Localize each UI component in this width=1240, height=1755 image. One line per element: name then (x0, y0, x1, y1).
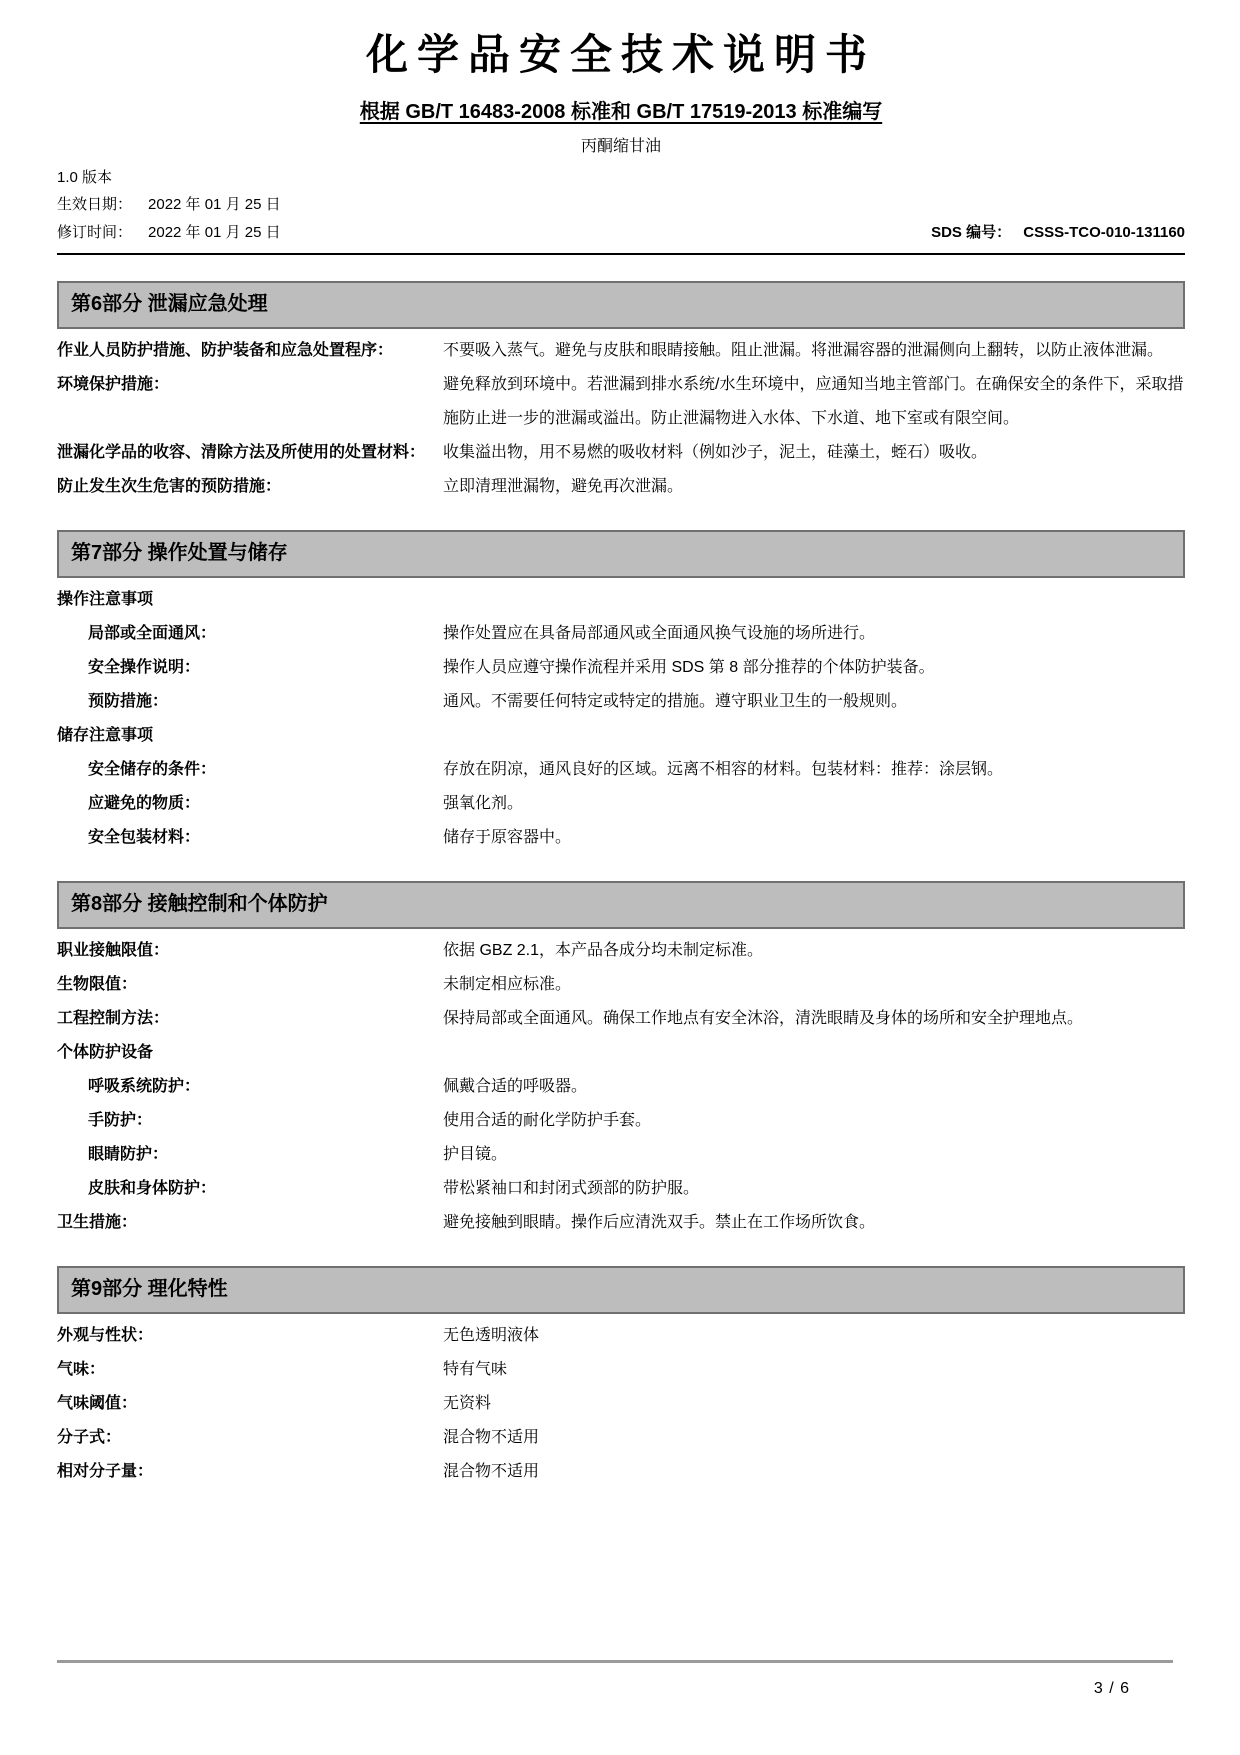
row-value: 避免接触到眼睛。操作后应清洗双手。禁止在工作场所饮食。 (443, 1213, 876, 1231)
row-value: 未制定相应标准。 (443, 975, 572, 993)
row-value: 无色透明液体 (443, 1326, 540, 1344)
section-7-header: 第7部分 操作处置与储存 (57, 530, 1185, 578)
row-label: 皮肤和身体防护： (88, 1179, 217, 1197)
row-label: 外观与性状： (57, 1326, 154, 1344)
row-label: 工程控制方法： (57, 1009, 170, 1027)
table-row (57, 1104, 1185, 1138)
section-8-header: 第8部分 接触控制和个体防护 (57, 881, 1185, 929)
row-value: 储存于原容器中。 (443, 828, 572, 846)
document-subtitle (57, 95, 1185, 124)
row-label: 呼吸系统防护： (88, 1077, 201, 1095)
table-row (57, 1138, 1185, 1172)
row-label: 分子式： (57, 1428, 122, 1446)
table-row (57, 470, 1185, 504)
row-label: 相对分子量： (57, 1462, 154, 1480)
sds-number-value: CSSS-TCO-010-131160 (1023, 224, 1185, 242)
row-value: 带松紧袖口和封闭式颈部的防护服。 (443, 1179, 700, 1197)
row-label: 安全操作说明： (88, 658, 201, 676)
row-value: 依据 GBZ 2.1，本产品各成分均未制定标准。 (443, 941, 764, 959)
product-name: 丙酮缩甘油 (580, 137, 661, 155)
row-label: 安全储存的条件： (88, 760, 217, 778)
section-6-spill-response (57, 281, 1185, 504)
table-row (57, 651, 1185, 685)
table-row (57, 617, 1185, 651)
row-label: 职业接触限值： (57, 941, 170, 959)
effective-date-label: 生效日期： (57, 196, 133, 214)
section-9-body (57, 1314, 1185, 1489)
revision-date-row (57, 219, 1185, 247)
effective-date-row (57, 191, 1185, 219)
table-row (57, 1206, 1185, 1240)
row-label: 局部或全面通风： (88, 624, 217, 642)
standards-reference: 根据 GB/T 16483-2008 标准和 GB/T 17519-2013 标准编写 (359, 100, 883, 123)
table-row (57, 1319, 1185, 1353)
table-row (57, 436, 1185, 470)
row-value: 混合物不适用 (443, 1462, 540, 1480)
row-label: 气味： (57, 1360, 106, 1378)
table-row (57, 1002, 1185, 1036)
table-row (57, 334, 1185, 368)
section-7-handling-storage (57, 530, 1185, 855)
row-label: 生物限值： (57, 975, 138, 993)
row-label: 防止发生次生危害的预防措施： (57, 477, 282, 495)
version-row (57, 164, 1185, 192)
row-label: 应避免的物质： (88, 794, 201, 812)
header-divider (57, 253, 1185, 255)
section-8-exposure-protection (57, 881, 1185, 1240)
table-row (57, 685, 1185, 719)
row-value: 强氧化剂。 (443, 794, 524, 812)
section-7-body (57, 578, 1185, 855)
table-row (57, 1353, 1185, 1387)
sds-number-group (931, 219, 1185, 247)
effective-date-value: 2022 年 01 月 25 日 (148, 196, 281, 214)
row-label: 预防措施： (88, 692, 169, 710)
table-row (57, 934, 1185, 968)
table-row (57, 821, 1185, 855)
row-value: 无资料 (443, 1394, 492, 1412)
table-row (57, 368, 1185, 436)
row-value: 通风。不需要任何特定或特定的措施。遵守职业卫生的一般规则。 (443, 692, 908, 710)
subheading: 个体防护设备 (57, 1043, 154, 1061)
row-value: 操作人员应遵守操作流程并采用 SDS 第 8 部分推荐的个体防护装备。 (443, 658, 935, 676)
document-title: 化学品安全技术说明书 (365, 31, 876, 78)
revision-date-group (57, 219, 281, 247)
row-label: 气味阈值： (57, 1394, 138, 1412)
row-value: 操作处置应在具备局部通风或全面通风换气设施的场所进行。 (443, 624, 876, 642)
subheading: 操作注意事项 (57, 590, 154, 608)
row-label: 环境保护措施： (57, 375, 170, 393)
document-meta (57, 164, 1185, 247)
table-row (57, 753, 1185, 787)
row-value: 存放在阴凉，通风良好的区域。远离不相容的材料。包装材料：推荐：涂层钢。 (443, 760, 1004, 778)
row-value: 避免释放到环境中。若泄漏到排水系统/水生环境中，应通知当地主管部门。在确保安全的条件下，采取措施防止进一步的泄漏或溢出。防止泄漏物进入水体、下水道、地下室或有限空间。 (443, 375, 1184, 427)
revision-date-label: 修订时间： (57, 224, 133, 242)
row-value: 使用合适的耐化学防护手套。 (443, 1111, 652, 1129)
table-row (57, 968, 1185, 1002)
table-row (57, 1172, 1185, 1206)
row-value: 护目镜。 (443, 1145, 508, 1163)
footer-divider (57, 1660, 1173, 1663)
section-9-physical-chemical (57, 1266, 1185, 1489)
revision-date-value: 2022 年 01 月 25 日 (148, 224, 281, 242)
section-8-body (57, 929, 1185, 1240)
section-9-header: 第9部分 理化特性 (57, 1266, 1185, 1314)
section-6-header: 第6部分 泄漏应急处理 (57, 281, 1185, 329)
row-value: 混合物不适用 (443, 1428, 540, 1446)
sds-number-label: SDS 编号： (931, 224, 1012, 242)
row-value: 特有气味 (443, 1360, 508, 1378)
table-row (57, 1387, 1185, 1421)
row-value: 保持局部或全面通风。确保工作地点有安全沐浴，清洗眼睛及身体的场所和安全护理地点。 (443, 1009, 1084, 1027)
table-row (57, 787, 1185, 821)
row-value: 立即清理泄漏物，避免再次泄漏。 (443, 477, 684, 495)
page-number: 3 / 6 (1093, 1680, 1130, 1697)
row-label: 手防护： (88, 1111, 153, 1129)
table-row (57, 1455, 1185, 1489)
subheading: 储存注意事项 (57, 726, 154, 744)
row-label: 泄漏化学品的收容、清除方法及所使用的处置材料： (57, 443, 426, 461)
section-6-body (57, 329, 1185, 504)
row-value: 佩戴合适的呼吸器。 (443, 1077, 588, 1095)
row-label: 卫生措施： (57, 1213, 138, 1231)
row-value: 收集溢出物，用不易燃的吸收材料（例如沙子，泥土，硅藻土，蛭石）吸收。 (443, 443, 988, 461)
row-value: 不要吸入蒸气。避免与皮肤和眼睛接触。阻止泄漏。将泄漏容器的泄漏侧向上翻转，以防止液体泄漏。 (443, 341, 1164, 359)
row-label: 作业人员防护措施、防护装备和应急处置程序： (57, 341, 394, 359)
version-text: 1.0 版本 (57, 168, 113, 186)
table-row (57, 1421, 1185, 1455)
row-label: 安全包装材料： (88, 828, 201, 846)
table-row (57, 1070, 1185, 1104)
row-label: 眼睛防护： (88, 1145, 169, 1163)
